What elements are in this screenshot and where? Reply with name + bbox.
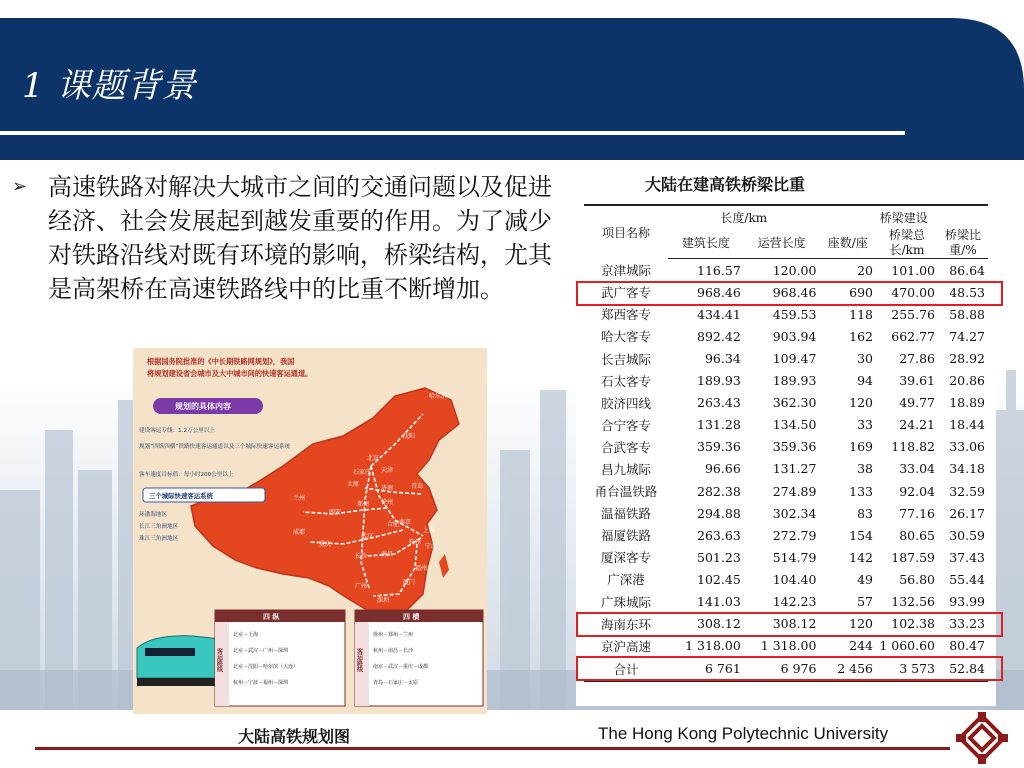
cell-name: 厦深客专 xyxy=(601,550,652,566)
city-label-hefei: 合肥 xyxy=(387,521,400,528)
vertical-route-1: 北京－上海 xyxy=(233,632,259,638)
city-label-qingdao: 青岛 xyxy=(411,483,424,490)
city-label-lanzhou: 兰州 xyxy=(293,495,306,502)
cell-op: 109.47 xyxy=(772,351,817,367)
cell-op: 104.40 xyxy=(772,571,817,587)
cell-built: 294.88 xyxy=(697,505,741,521)
arrow-bullet-icon: ➢ xyxy=(12,176,28,197)
cell-built: 131.28 xyxy=(697,417,741,433)
cell-op: 459.53 xyxy=(772,306,817,322)
cell-ratio: 18.44 xyxy=(949,417,985,433)
vertical-route-3: 北京－沈阳－哈尔滨（大连） xyxy=(233,664,299,670)
city-label-chongqing: 重庆 xyxy=(319,541,332,548)
horizontal-route-3: 南京－武汉－重庆－成都 xyxy=(373,664,429,670)
cell-ratio: 93.99 xyxy=(949,594,985,610)
table-row xyxy=(584,591,988,613)
cell-bridge_len: 132.56 xyxy=(891,594,935,610)
highlight-box-guangzhu xyxy=(576,612,1003,637)
table-row xyxy=(584,568,988,590)
cell-bridge_len: 102.38 xyxy=(891,616,935,632)
city-label-shijiazhuang: 石家庄 xyxy=(353,469,372,476)
cell-bridge_len: 662.77 xyxy=(891,328,935,344)
cell-op: 134.50 xyxy=(772,417,817,433)
cell-op: 120.00 xyxy=(772,262,817,278)
cell-count: 83 xyxy=(857,505,873,521)
highlight-box-jingjin xyxy=(576,281,1003,306)
cell-op: 968.46 xyxy=(772,284,817,300)
cell-count: 33 xyxy=(857,417,873,433)
vertical-route-4: 杭州－宁波－福州－深圳 xyxy=(233,680,289,686)
col-header-built: 建筑长度 xyxy=(668,228,744,259)
plan-item-2: 规划“四纵四横”铁路快速客运通道以及三个城际快速客运系统 xyxy=(139,444,291,450)
table-row xyxy=(584,524,988,546)
col-group-bridge: 桥梁建设 xyxy=(819,205,988,228)
city-label-xian: 西安 xyxy=(329,509,342,516)
cell-name: 温福铁路 xyxy=(601,506,652,522)
cell-name: 武广客专 xyxy=(601,285,652,301)
cell-count: 120 xyxy=(849,395,873,411)
railway-plan-map xyxy=(133,348,487,714)
cell-bridge_len: 1 060.60 xyxy=(879,638,935,654)
col-header-name: 项目名称 xyxy=(584,205,668,259)
cell-ratio: 32.59 xyxy=(949,483,985,499)
cell-count: 118 xyxy=(849,306,873,322)
cell-count: 57 xyxy=(857,594,873,610)
cell-ratio: 33.06 xyxy=(949,439,985,455)
university-name: The Hong Kong Polytechnic University xyxy=(598,724,889,743)
city-label-hangzhou: 杭州 xyxy=(409,539,422,546)
table-row xyxy=(584,325,988,347)
cell-name: 福厦铁路 xyxy=(601,528,652,544)
cell-bridge_len: 56.80 xyxy=(899,571,935,587)
plan-title: 规划的具体内容 xyxy=(175,402,231,411)
cell-bridge_len: 118.82 xyxy=(891,439,935,455)
bullet-text: 高速铁路对解决大城市之间的交通问题以及促进经济、社会发展起到越发重要的作用。为了减少对铁路沿线对既有环境的影响，桥梁结构，尤其是高架桥在高速铁路线中的比重不断增加。 xyxy=(48,173,552,303)
city-label-xuzhou: 徐州 xyxy=(381,499,394,506)
col-header-op: 运营长度 xyxy=(744,228,820,259)
cell-count: 154 xyxy=(849,527,873,543)
city-label-ningbo: 宁波 xyxy=(425,543,438,550)
cell-count: 38 xyxy=(857,461,873,477)
table-row xyxy=(584,436,988,458)
cell-built: 501.23 xyxy=(697,549,741,565)
map-heading-line-2: 将规划建设省会城市及大中城市间的快速客运通道。 xyxy=(147,369,313,378)
region-3: 珠江三角洲地区 xyxy=(139,536,179,542)
table-caption: 大陆在建高铁桥梁比重 xyxy=(645,175,806,194)
total-bridge_len: 3 573 xyxy=(876,657,938,681)
horizontal-title: 四 横 xyxy=(403,613,420,621)
cell-count: 142 xyxy=(849,549,873,565)
cell-ratio: 86.64 xyxy=(949,262,985,278)
cell-ratio: 26.17 xyxy=(949,505,985,521)
cell-ratio: 33.23 xyxy=(949,616,985,632)
cell-op: 514.79 xyxy=(772,549,817,565)
cell-bridge_len: 92.04 xyxy=(899,483,935,499)
cell-ratio: 74.27 xyxy=(949,328,985,344)
col-header-bridge-len: 桥梁总长/km xyxy=(876,228,938,259)
cell-name: 长吉城际 xyxy=(601,351,652,367)
cell-count: 94 xyxy=(857,373,873,389)
cell-count: 690 xyxy=(849,284,873,300)
horizontal-route-4: 青岛－石家庄－太原 xyxy=(373,680,419,686)
total-count: 2 456 xyxy=(819,657,876,681)
cell-count: 162 xyxy=(849,328,873,344)
cell-bridge_len: 470.00 xyxy=(891,284,935,300)
cell-name: 石太客专 xyxy=(601,373,652,389)
vertical-route-2: 北京－武汉－广州－深圳 xyxy=(233,648,289,654)
vertical-label: 客运路线 xyxy=(215,648,223,672)
map-caption: 大陆高铁规划图 xyxy=(238,727,351,746)
cell-name: 合武客专 xyxy=(601,439,652,455)
plan-item-1: 建设客运专线：1.2万公里以上 xyxy=(139,428,216,434)
cell-built: 96.34 xyxy=(704,351,741,367)
cell-op: 272.79 xyxy=(772,527,817,543)
cell-built: 263.43 xyxy=(697,395,741,411)
total-ratio: 52.84 xyxy=(938,657,988,681)
cell-op: 274.89 xyxy=(772,483,817,499)
cell-ratio: 48.53 xyxy=(949,284,985,300)
region-2: 长江三角洲地区 xyxy=(139,524,179,530)
cell-bridge_len: 77.16 xyxy=(899,505,935,521)
cell-name: 京沪高速 xyxy=(601,638,652,654)
col-header-count: 座数/座 xyxy=(819,228,876,259)
cell-ratio: 37.43 xyxy=(949,549,985,565)
city-label-chengdu: 成都 xyxy=(293,529,306,536)
cell-built: 1 318.00 xyxy=(685,638,741,654)
cell-ratio: 18.89 xyxy=(949,395,985,411)
city-label-xiamen: 厦门 xyxy=(403,579,416,586)
cell-ratio: 55.44 xyxy=(949,571,985,587)
cell-name: 合宁客专 xyxy=(601,417,652,433)
cell-count: 169 xyxy=(849,439,873,455)
cell-built: 968.46 xyxy=(697,284,741,300)
cell-count: 30 xyxy=(857,351,873,367)
city-label-wuhan: 武汉 xyxy=(361,533,374,540)
cell-ratio: 20.86 xyxy=(949,373,985,389)
footer-divider xyxy=(35,747,950,750)
map-heading-line-1: 根据国务院批准的《中长期铁路网规划》，我国 xyxy=(147,357,295,366)
table-row xyxy=(584,502,988,524)
horizontal-routes-box xyxy=(355,610,483,706)
table-row xyxy=(584,458,988,480)
table-row xyxy=(584,392,988,414)
cell-count: 244 xyxy=(849,638,873,654)
cell-built: 359.36 xyxy=(697,439,741,455)
col-header-ratio: 桥梁比重/% xyxy=(938,228,988,259)
cell-built: 189.93 xyxy=(697,373,741,389)
intercity-title: 三个城际快速客运系统 xyxy=(149,492,213,500)
city-label-changsha: 长沙 xyxy=(355,553,368,560)
cell-op: 359.36 xyxy=(772,439,817,455)
cell-built: 434.41 xyxy=(697,306,741,322)
slide-title: 1 课题背景 xyxy=(22,66,197,106)
highlight-box-jinghu xyxy=(576,656,1003,681)
table-row xyxy=(584,347,988,369)
city-label-jinan: 济南 xyxy=(381,485,394,492)
cell-built: 263.63 xyxy=(697,527,741,543)
cell-name: 郑西客专 xyxy=(601,307,652,323)
table-row xyxy=(584,480,988,502)
table-row xyxy=(584,370,988,392)
cell-count: 20 xyxy=(857,262,873,278)
cell-ratio: 58.88 xyxy=(949,306,985,322)
horizontal-route-2: 杭州－南昌－长沙 xyxy=(373,648,414,654)
col-group-length: 长度/km xyxy=(668,205,819,228)
cell-built: 96.66 xyxy=(704,461,741,477)
vertical-routes-box xyxy=(215,610,345,706)
cell-name: 甬台温铁路 xyxy=(594,484,658,500)
city-label-nanchang: 南昌 xyxy=(381,551,394,558)
cell-ratio: 30.59 xyxy=(949,527,985,543)
cell-op: 308.12 xyxy=(772,616,817,632)
city-label-shenyang: 沈阳 xyxy=(403,433,416,440)
cell-name: 广珠城际 xyxy=(601,594,652,610)
table-row xyxy=(584,259,988,282)
city-label-shenzhen: 深圳 xyxy=(377,597,390,604)
cell-built: 308.12 xyxy=(697,616,741,632)
cell-count: 120 xyxy=(849,616,873,632)
city-label-zhengzhou: 郑州 xyxy=(357,501,370,508)
table-row xyxy=(584,303,988,325)
city-label-nanjing: 南京 xyxy=(399,519,412,526)
cell-name: 胶济四线 xyxy=(601,395,652,411)
cell-bridge_len: 255.76 xyxy=(891,306,935,322)
cell-name: 海南东环 xyxy=(601,616,652,632)
cell-bridge_len: 24.21 xyxy=(899,417,935,433)
city-label-tianjin: 天津 xyxy=(381,467,394,474)
cell-ratio: 28.92 xyxy=(949,351,985,367)
cell-op: 1 318.00 xyxy=(760,638,817,654)
vertical-title: 四 纵 xyxy=(263,613,280,621)
city-label-shanghai: 上海 xyxy=(423,527,436,534)
cell-bridge_len: 187.59 xyxy=(891,549,935,565)
table-row xyxy=(584,546,988,568)
city-label-fuzhou: 福州 xyxy=(415,565,428,572)
cell-bridge_len: 49.77 xyxy=(899,395,935,411)
total-name: 合计 xyxy=(584,657,668,681)
cell-op: 302.34 xyxy=(772,505,817,521)
region-1: 环渤海地区 xyxy=(139,512,167,518)
cell-count: 49 xyxy=(857,571,873,587)
city-label-guangzhou: 广州 xyxy=(355,583,368,590)
cell-name: 广深港 xyxy=(607,572,645,588)
table-row xyxy=(584,635,988,658)
cell-built: 102.45 xyxy=(697,571,741,587)
cell-built: 282.38 xyxy=(697,483,741,499)
city-label-taiyuan: 太原 xyxy=(347,481,360,488)
cell-op: 142.23 xyxy=(772,594,817,610)
cell-bridge_len: 27.86 xyxy=(899,351,935,367)
cell-built: 141.03 xyxy=(697,594,741,610)
cell-built: 116.57 xyxy=(697,262,741,278)
cell-built: 892.42 xyxy=(697,328,741,344)
city-label-beijing: 北京 xyxy=(367,455,380,462)
cell-name: 京津城际 xyxy=(601,262,652,278)
cell-op: 903.94 xyxy=(772,328,817,344)
total-op: 6 976 xyxy=(744,657,820,681)
cell-bridge_len: 101.00 xyxy=(891,262,935,278)
cell-ratio: 34.18 xyxy=(949,461,985,477)
cell-op: 131.27 xyxy=(772,461,817,477)
cell-op: 189.93 xyxy=(772,373,817,389)
cell-name: 昌九城际 xyxy=(601,461,652,477)
cell-name: 哈大客专 xyxy=(601,329,652,345)
horizontal-route-1: 徐州－郑州－兰州 xyxy=(373,632,414,638)
cell-op: 362.30 xyxy=(772,395,817,411)
polyu-logo-icon xyxy=(956,712,1008,764)
cell-bridge_len: 80.65 xyxy=(899,527,935,543)
horizontal-label: 客运路线 xyxy=(355,648,363,672)
table-row xyxy=(584,414,988,436)
total-built: 6 761 xyxy=(668,657,744,681)
cell-bridge_len: 33.04 xyxy=(899,461,935,477)
cell-ratio: 80.47 xyxy=(949,638,985,654)
city-label-harbin: 哈尔滨 xyxy=(429,393,448,400)
bridge-ratio-table xyxy=(584,204,988,682)
cell-bridge_len: 39.61 xyxy=(899,373,935,389)
cell-count: 133 xyxy=(849,483,873,499)
plan-item-3: 客车速度目标值：每小时200公里以上 xyxy=(139,472,234,478)
